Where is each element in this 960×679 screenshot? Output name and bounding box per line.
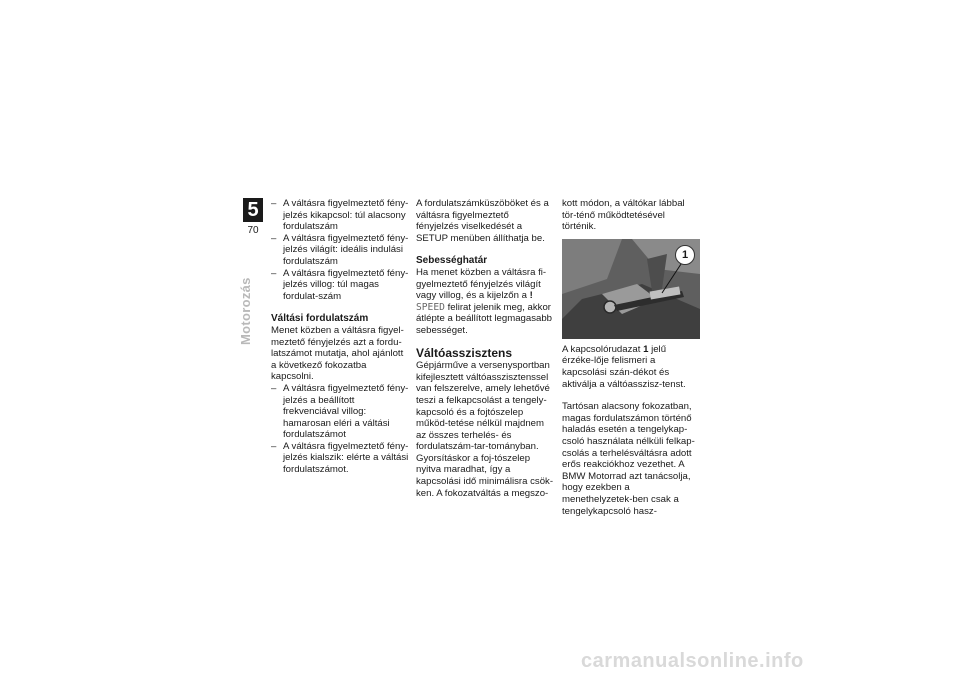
paragraph: A fordulatszámküszöböket és a váltásra figyelmeztető fényjelzés viselkedését a SETUP menüben állíthatja be.	[416, 198, 549, 244]
column-2	[416, 198, 554, 499]
watermark: carmanualsonline.info	[581, 650, 804, 672]
paragraph: Menet közben a váltásra figyel-meztető fényjelzés azt a fordu-latszámot mutatja, ahol ajánlott a következő fokozatba kapcsolni.	[271, 324, 404, 383]
paragraph: Gépjárműve a versenysportban kifejlesztett váltóasszisztenssel van felszerelve, amely lehetővé teszi a felkapcsolást a tengely-kapcsoló és a fojtószelep működ-tetése nélkül majdnem az összes terhelés- és fordulatszám-tar-tományban. Gyorsításkor a foj-tószelep nyitva maradhat, így a kapcsolási idő minimálisra csök-ken. A fokozatváltás a megszo-	[416, 360, 554, 499]
list-item: – A váltásra figyelmeztető fény-jelzés a beállított frekvenciával villog: hamarosan eléri a váltási fordulatszámot	[271, 383, 409, 441]
chapter-title: Motorozás	[238, 277, 253, 345]
speed-display-text: SPEED	[416, 301, 445, 313]
warning-icon: !	[529, 290, 533, 302]
paragraph: kott módon, a váltókar lábbal tör-ténő működtetésével történik.	[562, 198, 685, 233]
callout-marker: 1	[675, 245, 695, 265]
column-1	[271, 198, 409, 476]
list-item: – A váltásra figyelmeztető fény-jelzés kikapcsol: túl alacsony fordulatszám	[271, 198, 409, 233]
callout-reference: 1	[643, 343, 649, 355]
paragraph-text: felirat jelenik meg, akkor átlépte a beállított legmagasabb sebességet.	[416, 301, 553, 336]
paragraph-text: Ha menet közben a váltásra fi-gyelmeztető fényjelzés világít vagy villog, és a kijelzőn a	[416, 266, 547, 302]
shift-lever-photo	[562, 239, 700, 339]
section-heading: Váltási fordulatszám	[271, 313, 369, 325]
chapter-number: 5	[243, 198, 263, 222]
section-heading: Váltóasszisztens	[416, 345, 513, 360]
page-number: 70	[247, 225, 259, 236]
column-3	[562, 198, 700, 517]
section-heading: Sebességhatár	[416, 255, 488, 267]
list-item: – A váltásra figyelmeztető fény-jelzés kialszik: elérte a váltási fordulatszámot.	[271, 441, 409, 476]
paragraph	[416, 267, 554, 337]
paragraph-text: jelű érzéke-lője felismeri a kapcsolási szán-dékot és aktiválja a váltóasszisz-tenst.	[562, 343, 686, 390]
paragraph	[562, 344, 700, 390]
paragraph-text: A kapcsolórudazat	[562, 343, 641, 355]
list-item: – A váltásra figyelmeztető fény-jelzés villog: túl magas fordulat-szám	[271, 268, 409, 303]
paragraph: Tartósan alacsony fokozatban, magas fordulatszámon történő haladás esetén a tengelykap-csoló használata nélküli felkap-csolás a terhelésváltásra adott erős reakciókhoz vezethet. A BMW Motorrad azt tanácsolja, hogy ezekben a menethelyzetek-ben csak a tengelykapcsoló hasz-	[562, 401, 695, 517]
list-item: – A váltásra figyelmeztető fény-jelzés világít: ideális indulási fordulatszám	[271, 233, 409, 268]
